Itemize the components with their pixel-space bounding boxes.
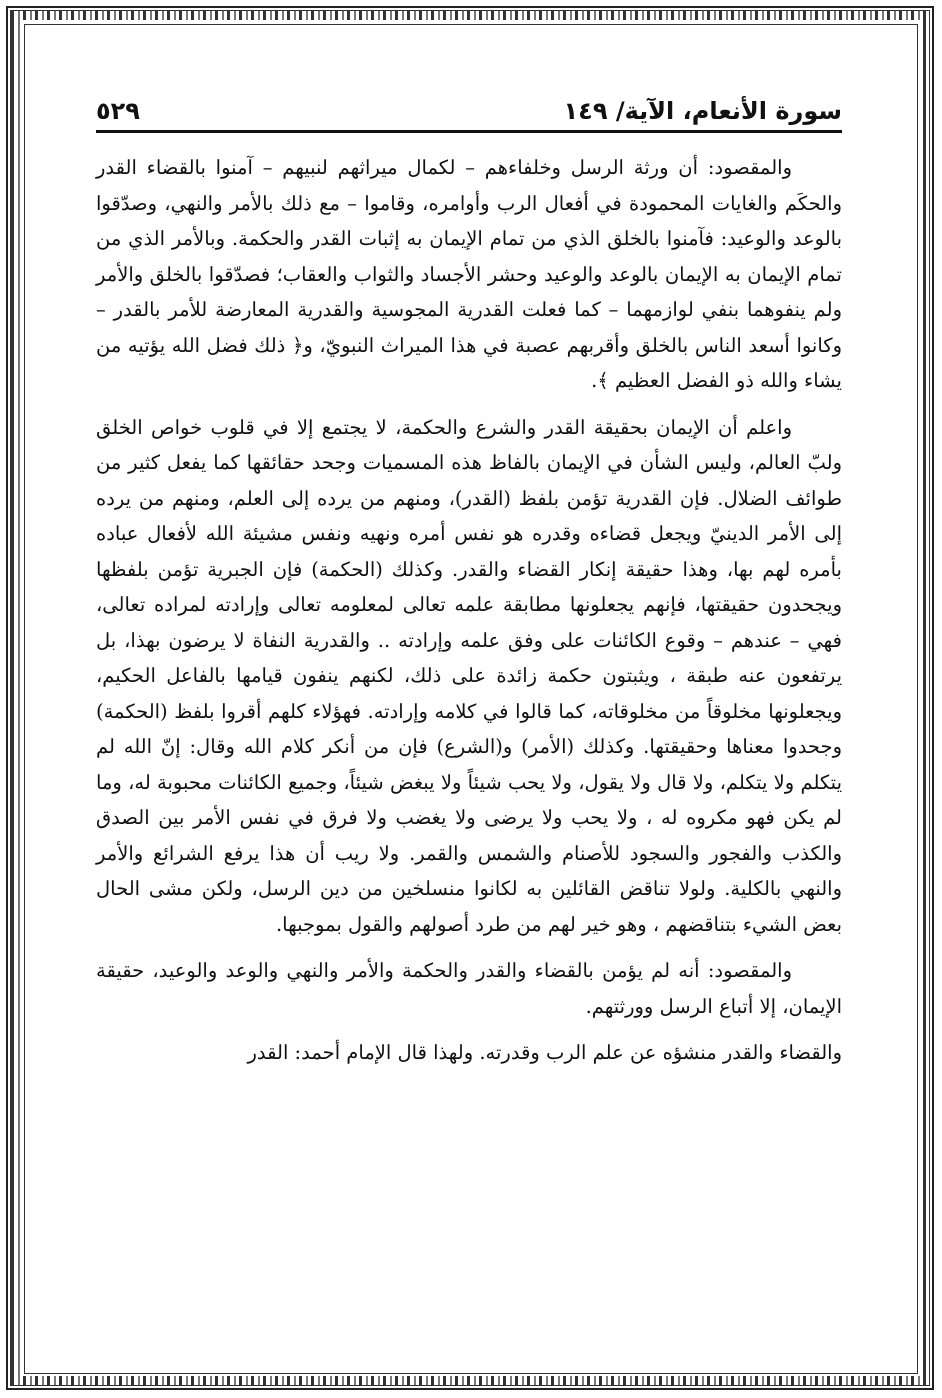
running-title: سورة الأنعام، الآية/ ١٤٩ [563, 97, 842, 125]
paragraph-1: والمقصود: أن ورثة الرسل وخلفاءهم – لكمال ميراثهم لنبيهم – آمنوا بالقضاء القدر والحكَم والغايات المحمودة في أفعال الرب وأوامره، وقاموا – مع ذلك بالأمر والنهي، وصدّقوا بالوعد والوعيد: فآمنوا بالخلق الذي من تمام الإيمان به إثبات القدر والحكمة. وبالأمر الذي من تمام الإيمان به الإيمان بالوعد والوعيد وحشر الأجساد والثواب والعقاب؛ فصدّقوا بالخلق والأمر ولم ينفوهما بنفي لوازمهما – كما فعلت القدرية المجوسية والقدرية المعارضة للأمر بالقدر – وكانوا أسعد الناس بالخلق وأقربهم عصبة في هذا الميراث النبويّ، و﴿ ذلك فضل الله يؤتيه من يشاء والله ذو الفضل العظيم ﴾. [96, 156, 842, 392]
page-header [96, 86, 842, 133]
paragraph-4: والقضاء والقدر منشؤه عن علم الرب وقدرته. ولهذا قال الإمام أحمد: القدر [247, 1041, 842, 1064]
paragraph-3: والمقصود: أنه لم يؤمن بالقضاء والقدر والحكمة والأمر والنهي والوعد والوعيد، حقيقة الإيمان، إلا أتباع الرسل وورثتهم. [96, 959, 842, 1018]
page-body [96, 150, 842, 1071]
paragraph-2: واعلم أن الإيمان بحقيقة القدر والشرع والحكمة، لا يجتمع إلا في قلوب خواص الخلق ولبّ العالم، وليس الشأن في الإيمان بالفاظ هذه المسميات وجحد حقائقها كما يفعل كثير من طوائف الضلال. فإن القدرية تؤمن بلفظ (القدر)، ومنهم من يرده إلى العلم، ومنهم من يرده إلى الأمر الدينيّ ويجعل قضاءه وقدره هو نفس أمره ونهيه ونفس مشيئة الله لأفعال عباده بأمره لهم بها، وهذا حقيقة إنكار القضاء والقدر. وكذلك (الحكمة) فإن الجبرية تؤمن بلفظها ويجحدون حقيقتها، فإنهم يجعلونها مطابقة علمه تعالى لمعلومه تعالى وإرادته لمراده تعالى، فهي – عندهم – وقوع الكائنات على وفق علمه وإرادته .. والقدرية النفاة لا يرضون بهذا، بل يرتفعون عنه طبقة ، ويثبتون حكمة زائدة على ذلك، لكنهم ينفون قيامها بالفاعل الحكيم، ويجعلونها مخلوقاً من مخلوقاته، كما قالوا في كلامه وإرادته. فهؤلاء كلهم أقروا بلفظ (الحكمة) وجحدوا معناها وحقيقتها. وكذلك (الأمر) و(الشرع) فإن من أنكر كلام الله وقال: إنّ الله لم يتكلم ولا يتكلم، ولا قال ولا يقول، ولا يحب شيئاً ولا يبغض شيئاً، وجميع الكائنات محبوبة له، وما لم يكن فهو مكروه له ، ولا يحب ولا يرضى ولا يغضب ولا فرق في نفس الأمر بين الصدق والكذب والفجور والسجود للأصنام والشمس والقمر. ولا ريب أن هذا يرفع الشرائع والأمر والنهي بالكلية. ولولا تناقض القائلين به لكانوا منسلخين من دين الرسل، ولكن مشى الحال بعض الشيء بتناقضهم ، وهو خير لهم من طرد أصولهم والقول بموجبها. [96, 415, 842, 936]
page-number: ٥٢٩ [96, 97, 140, 125]
